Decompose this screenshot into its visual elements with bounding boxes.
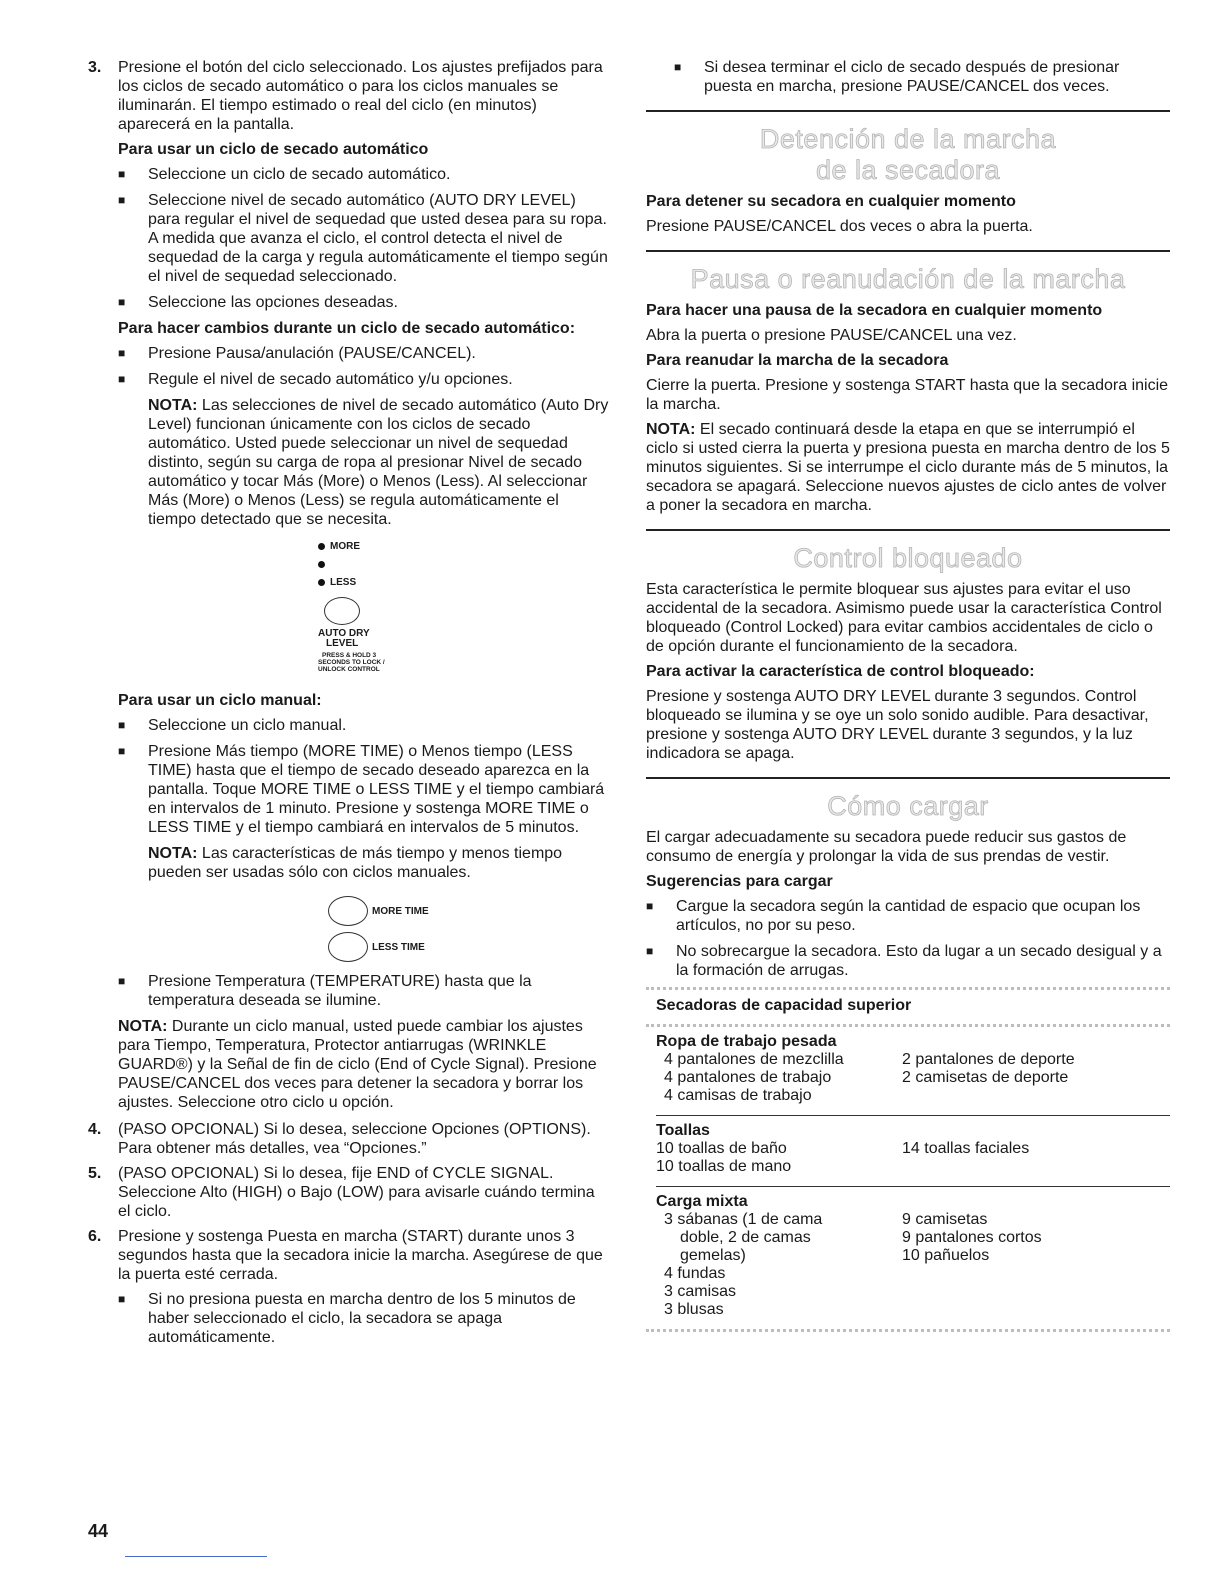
more-indicator	[318, 537, 438, 555]
bullet-square-icon: ■	[118, 372, 126, 386]
step-text: Presione y sostenga Puesta en marcha (START) durante unos 3 segundos hasta que la secadora inicie la marcha. Asegúrese de que la puerta esté cerrada.	[118, 1228, 603, 1283]
bullet-square-icon: ■	[646, 899, 654, 913]
bullet-square-icon: ■	[118, 193, 126, 207]
list-item	[646, 897, 1170, 935]
load-item: 4 fundas	[664, 1265, 726, 1282]
bullet-square-icon: ■	[118, 718, 126, 732]
more-label: MORE	[330, 540, 360, 552]
note-label: NOTA:	[118, 1018, 168, 1035]
note-text: Las características de más tiempo y menos tiempo pueden ser usadas sólo con ciclos manuales.	[148, 845, 563, 881]
load-item: 3 blusas	[664, 1301, 724, 1318]
auto-cycle-heading: Para usar un ciclo de secado automático	[118, 141, 429, 158]
step-3	[88, 58, 610, 134]
load-item: 2 camisetas de deporte	[902, 1069, 1069, 1086]
note-label: NOTA:	[148, 397, 198, 414]
load-item: 4 pantalones de trabajo	[664, 1069, 832, 1086]
page-number: 44	[88, 1521, 109, 1541]
section-divider	[646, 777, 1170, 779]
unlock-control-label: UNLOCK CONTROL	[318, 666, 380, 673]
list-item	[118, 344, 610, 363]
group-heading: Carga mixta	[656, 1193, 748, 1210]
bullet-square-icon: ■	[118, 744, 126, 758]
table-top-divider	[646, 987, 1170, 990]
list-item	[646, 942, 1170, 980]
lock-heading: Para activar la característica de control bloqueado:	[646, 663, 1035, 680]
step-4	[88, 1120, 610, 1158]
note-text: El secado continuará desde la etapa en que se interrumpió el ciclo si usted cierra la puerta y presiona puesta en marcha dentro de los 5 minutos siguientes. Si se interrumpe el ciclo durante más de 5 minutos, la secadora se apagará. Seleccione nuevos ajustes de ciclo antes de volver a poner la secadora en marcha.	[646, 421, 1170, 514]
step-number: 5.	[88, 1165, 102, 1182]
list-item	[118, 716, 610, 735]
stop-heading: Para detener su secadora en cualquier momento	[646, 193, 1016, 210]
bullet-text: Si no presiona puesta en marcha dentro de los 5 minutos de haber seleccionado el ciclo, la secadora se apaga automáticamente.	[148, 1291, 576, 1346]
bullet-text: Si desea terminar el ciclo de secado después de presionar puesta en marcha, presione PAUSE/CANCEL dos veces.	[704, 59, 1120, 95]
load-item: 10 pañuelos	[902, 1247, 990, 1264]
load-section-title: Cómo cargar	[827, 791, 989, 821]
lock-text: Esta característica le permite bloquear sus ajustes para evitar el uso accidental de la secadora. Asimismo puede usar la característica Control bloqueado (Control Locked) para evitar cambios accidentales de ciclo o de opción durante el funcionamiento de la secadora.	[646, 581, 1162, 655]
list-item	[118, 972, 610, 1010]
bullet-text: Presione Pausa/anulación (PAUSE/CANCEL).	[148, 345, 476, 362]
more-time-button-icon	[328, 896, 368, 926]
bullet-square-icon: ■	[118, 974, 126, 988]
note-text: Las selecciones de nivel de secado automático (Auto Dry Level) funcionan únicamente con los ciclos de secado automático. Usted puede seleccionar un nivel de sequedad distinto, según su carga de ropa al presionar Nivel de secado automático y tocar Más (More) o Menos (Less). Al seleccionar Más (More) o Menos (Less) se regula automáticamente el tiempo detectado que se necesita.	[148, 397, 609, 528]
stop-text: Presione PAUSE/CANCEL dos veces o abra la puerta.	[646, 218, 1033, 235]
load-item: 4 camisas de trabajo	[664, 1087, 812, 1104]
mid-indicator	[318, 555, 438, 573]
load-table-title: Secadoras de capacidad superior	[656, 997, 912, 1014]
more-time-control	[328, 896, 610, 926]
auto-dry-level-diagram	[318, 537, 438, 687]
load-item: doble, 2 de camas	[680, 1229, 811, 1246]
group-heading: Toallas	[656, 1122, 710, 1139]
less-time-control	[328, 932, 610, 962]
seconds-lock-label: SECONDS TO LOCK /	[318, 659, 385, 666]
list-item	[118, 191, 610, 286]
load-item: 9 pantalones cortos	[902, 1229, 1042, 1246]
load-item: 2 pantalones de deporte	[902, 1051, 1075, 1068]
bullet-square-icon: ■	[646, 944, 654, 958]
load-group-towels	[656, 1122, 1170, 1176]
group-divider	[656, 1186, 1170, 1187]
pause-heading: Para hacer una pausa de la secadora en cualquier momento	[646, 302, 1103, 319]
bullet-text: Presione Más tiempo (MORE TIME) o Menos tiempo (LESS TIME) hasta que el tiempo de secado deseado aparezca en la pantalla. Toque MORE TIME o LESS TIME y el tiempo cambiará en intervalos de 1 minuto. Presione y sostenga MORE TIME o LESS TIME y el tiempo cambiará en intervalos de 5 minutos.	[148, 743, 605, 836]
list-item	[118, 742, 610, 837]
load-item: 3 camisas	[664, 1283, 737, 1300]
step-6	[88, 1227, 610, 1284]
list-item	[118, 165, 610, 184]
auto-dry-level-button-icon	[324, 597, 360, 625]
list-item	[118, 293, 610, 312]
list-item	[674, 58, 1170, 96]
bullet-text: Seleccione las opciones deseadas.	[148, 294, 398, 311]
less-indicator	[318, 573, 438, 591]
pause-section-title: Pausa o reanudación de la marcha	[690, 264, 1126, 294]
step-5	[88, 1164, 610, 1221]
bullet-square-icon: ■	[118, 295, 126, 309]
title-line: Detención de la marcha	[759, 124, 1057, 154]
tips-heading: Sugerencias para cargar	[646, 873, 833, 890]
bullet-square-icon: ■	[118, 1292, 126, 1306]
section-divider	[646, 250, 1170, 252]
step-text: (PASO OPCIONAL) Si lo desea, fije END of CYCLE SIGNAL. Seleccione Alto (HIGH) o Bajo (LOW) para avisarle cuándo termina el ciclo.	[118, 1165, 595, 1220]
step-6-details	[118, 1290, 610, 1347]
note-label: NOTA:	[646, 421, 696, 438]
load-group-mixed	[656, 1193, 1170, 1319]
table-bottom-divider	[646, 1329, 1170, 1332]
section-divider	[646, 529, 1170, 531]
bullet-text: Cargue la secadora según la cantidad de espacio que ocupan los artículos, no por su peso.	[676, 898, 1141, 934]
bullet-text: Seleccione un ciclo manual.	[148, 717, 347, 734]
right-column	[646, 58, 1170, 1338]
step-number: 4.	[88, 1121, 102, 1138]
step-number: 3.	[88, 59, 102, 76]
bullet-square-icon: ■	[118, 346, 126, 360]
bullet-text: Seleccione un ciclo de secado automático.	[148, 166, 451, 183]
left-column	[88, 58, 610, 1354]
footer-line	[125, 1556, 267, 1557]
section-divider	[646, 110, 1170, 112]
load-text: El cargar adecuadamente su secadora puede reducir sus gastos de consumo de energía y prolongar la vida de sus prendas de vestir.	[646, 829, 1127, 865]
bullet-text: Regule el nivel de secado automático y/u opciones.	[148, 371, 513, 388]
lock-section-title: Control bloqueado	[793, 543, 1023, 573]
resume-heading: Para reanudar la marcha de la secadora	[646, 352, 949, 369]
indicator-dot-icon	[318, 579, 325, 586]
list-item	[118, 370, 610, 389]
level-label: LEVEL	[326, 638, 359, 649]
pause-text: Abra la puerta o presione PAUSE/CANCEL una vez.	[646, 327, 1017, 344]
less-time-button-icon	[328, 932, 368, 962]
more-time-label: MORE TIME	[372, 905, 429, 917]
note-auto-dry	[148, 396, 610, 529]
manual-cycle-heading: Para usar un ciclo manual:	[118, 692, 322, 709]
bullet-square-icon: ■	[674, 60, 682, 74]
auto-cycle-section	[118, 140, 610, 1112]
indicator-dot-icon	[318, 543, 325, 550]
less-time-label: LESS TIME	[372, 941, 425, 953]
step-number: 6.	[88, 1228, 102, 1245]
note-resume	[646, 420, 1170, 515]
step-text: (PASO OPCIONAL) Si lo desea, seleccione Opciones (OPTIONS). Para obtener más detalles, vea “Opciones.”	[118, 1121, 591, 1157]
bullet-text: Presione Temperatura (TEMPERATURE) hasta que la temperatura deseada se ilumine.	[148, 973, 532, 1009]
bullet-square-icon: ■	[118, 167, 126, 181]
indicator-dot-icon	[318, 561, 325, 568]
load-group-work-clothes	[656, 1033, 1170, 1105]
stop-section-title	[646, 124, 1170, 186]
table-header-divider	[646, 1024, 1170, 1027]
bullet-text: No sobrecargue la secadora. Esto da lugar a un secado desigual y a la formación de arrugas.	[676, 943, 1162, 979]
load-item: 3 sábanas (1 de cama	[664, 1211, 823, 1228]
load-item: 14 toallas faciales	[902, 1140, 1030, 1157]
note-text: Durante un ciclo manual, usted puede cambiar los ajustes para Tiempo, Temperatura, Protector antiarrugas (WRINKLE GUARD®) y la Señal de fin de ciclo (End of Cycle Signal). Presione PAUSE/CANCEL dos veces para detener la secadora y borrar los ajustes. Seleccione otro ciclo u opción.	[118, 1018, 597, 1111]
less-label: LESS	[330, 576, 357, 588]
bullet-text: Seleccione nivel de secado automático (AUTO DRY LEVEL) para regular el nivel de sequedad que usted desea para su ropa. A medida que avanza el ciclo, el control detecta el nivel de sequedad de la carga y regula automáticamente el tiempo según el nivel de sequedad seleccionado.	[148, 192, 608, 285]
note-label: NOTA:	[148, 845, 198, 862]
load-item: 10 toallas de mano	[656, 1158, 792, 1175]
list-item	[118, 1290, 610, 1347]
load-item: 4 pantalones de mezclilla	[664, 1051, 844, 1068]
group-divider	[656, 1115, 1170, 1116]
group-heading: Ropa de trabajo pesada	[656, 1033, 837, 1050]
title-line: de la secadora	[815, 155, 1001, 185]
load-item: gemelas)	[680, 1247, 746, 1264]
note-more-less-time	[148, 844, 610, 882]
load-item: 9 camisetas	[902, 1211, 988, 1228]
lock-text-2: Presione y sostenga AUTO DRY LEVEL durante 3 segundos. Control bloqueado se ilumina y se oye un solo sonido audible. Para desactivar, presione y sostenga AUTO DRY LEVEL durante 3 segundos, y la luz indicadora se apaga.	[646, 688, 1149, 762]
press-hold-label: PRESS & HOLD 3	[322, 652, 377, 659]
load-item: 10 toallas de baño	[656, 1140, 787, 1157]
resume-text: Cierre la puerta. Presione y sostenga START hasta que la secadora inicie la marcha.	[646, 377, 1169, 413]
changes-heading: Para hacer cambios durante un ciclo de secado automático:	[118, 320, 576, 337]
step-text: Presione el botón del ciclo seleccionado. Los ajustes prefijados para los ciclos de secado automático o para los ciclos manuales se iluminarán. El tiempo estimado o real del ciclo (en minutos) aparecerá en la pantalla.	[118, 59, 603, 133]
note-manual-cycle	[118, 1017, 610, 1112]
auto-dry-label: AUTO DRY	[318, 628, 370, 639]
time-buttons-diagram	[328, 896, 610, 962]
